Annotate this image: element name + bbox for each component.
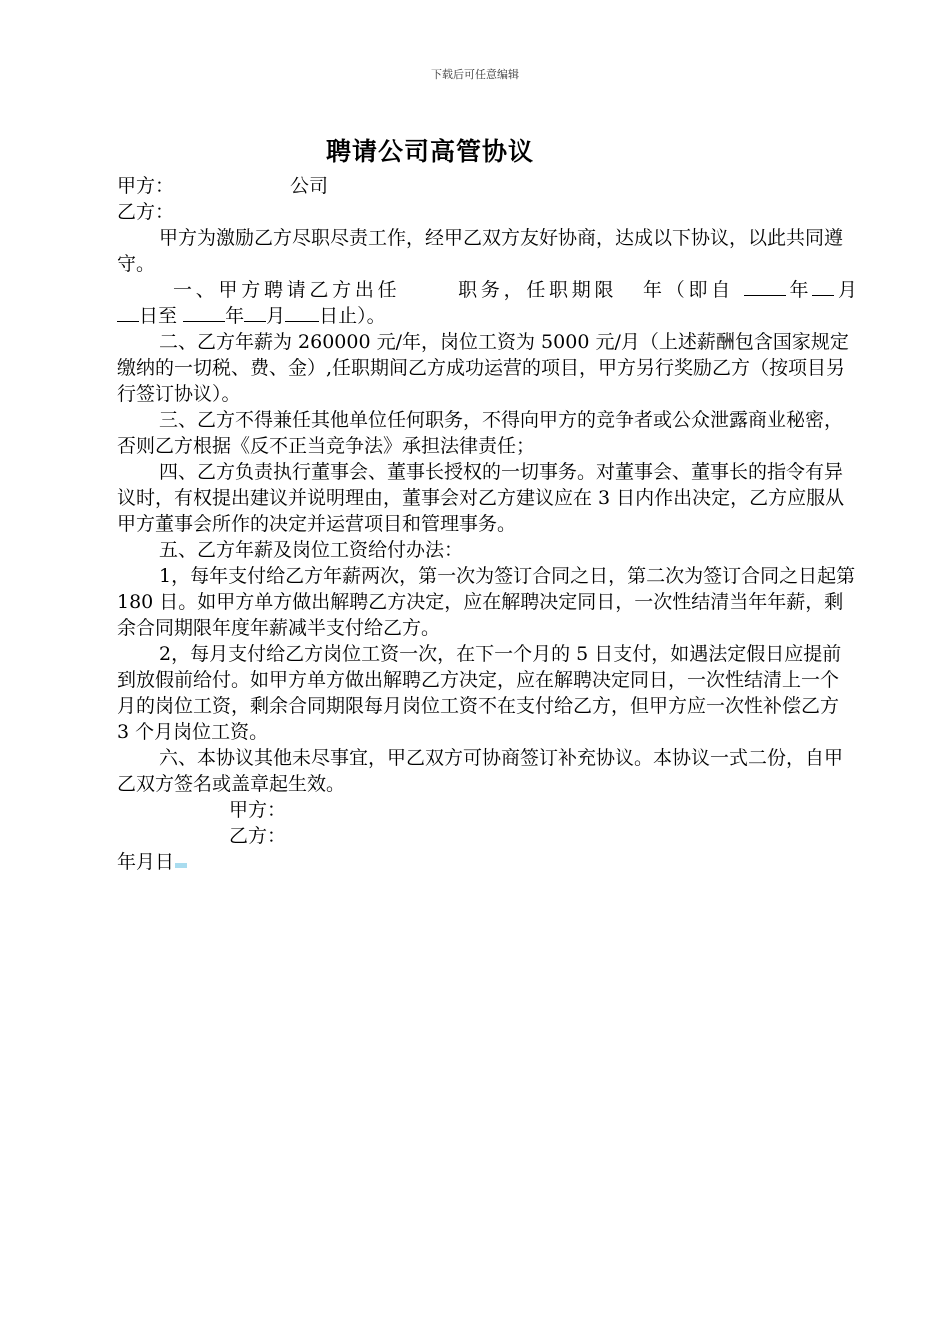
- blank-end-day[interactable]: [285, 303, 319, 322]
- header-note: 下载后可任意编辑: [431, 68, 519, 81]
- blank-start-month[interactable]: [812, 277, 834, 296]
- clause-1-line-2: 日至 年 月 日止）。: [117, 303, 857, 329]
- clause-5-item-1: 1，每年支付给乙方年薪两次，第一次为签订合同之日，第二次为签订合同之日起第 180 日。如甲方单方做出解聘乙方决定，应在解聘决定同日，一次性结清当年年薪，剩余合同期限年度年薪减半支付给乙方。: [117, 565, 856, 639]
- clause-3: 三、乙方不得兼任其他单位任何职务，不得向甲方的竞争者或公众泄露商业秘密，否则乙方根据《反不正当竞争法》承担法律责任；: [117, 409, 844, 457]
- clause-1-line-1: 一、甲方聘请乙方出任 职务，任职期限 年（即自 年 月: [173, 279, 857, 301]
- signature-party-b: 乙方：: [229, 825, 287, 847]
- clause-5: 五、乙方年薪及岗位工资给付办法：: [159, 539, 464, 561]
- clause-2: 二、乙方年薪为 260000 元/年，岗位工资为 5000 元/月（上述薪酬包含国家规定缴纳的一切税、费、金）,任职期间乙方成功运营的项目，甲方另行奖励乙方（按项目另行签订协议）。: [117, 331, 849, 405]
- signature-party-a: 甲方：: [229, 799, 287, 821]
- clause-1: [117, 277, 857, 329]
- party-a-line: [117, 173, 857, 199]
- party-b-label: 乙方：: [117, 201, 175, 223]
- intro-paragraph: 甲方为激励乙方尽职尽责工作，经甲乙双方友好协商，达成以下协议，以此共同遵守。: [117, 227, 844, 275]
- clause-6: 六、本协议其他未尽事宜，甲乙双方可协商签订补充协议。本协议一式二份，自甲乙双方签名或盖章起生效。: [117, 747, 844, 795]
- party-a-label: 甲方：: [117, 175, 175, 197]
- date-label: 年月日: [117, 851, 175, 873]
- clause-5-item-2: 2，每月支付给乙方岗位工资一次，在下一个月的 5 日支付，如遇法定假日应提前到放假前给付。如甲方单方做出解聘乙方决定，应在解聘决定同日，一次性结清上一个月的岗位工资，剩余合同期限每月岗位工资不在支付给乙方，但甲方应一次性补偿乙方 3 个月岗位工资。: [117, 643, 842, 743]
- clause-4: 四、乙方负责执行董事会、董事长授权的一切事务。对董事会、董事长的指令有异议时，有权提出建议并说明理由，董事会对乙方建议应在 3 日内作出决定，乙方应服从甲方董事会所作的决定并运营项目和管理事务。: [117, 461, 845, 535]
- blank-start-year[interactable]: [744, 277, 786, 296]
- blank-start-day[interactable]: [117, 303, 139, 322]
- document-title: 聘请公司高管协议: [325, 137, 534, 166]
- agreement-body: [117, 173, 857, 875]
- party-b-line: [117, 199, 857, 225]
- blank-end-month[interactable]: [244, 303, 266, 322]
- party-a-value: 公司: [290, 175, 329, 197]
- blank-end-year[interactable]: [183, 303, 225, 322]
- text-cursor-mark: [175, 863, 187, 868]
- date-line: [117, 849, 857, 875]
